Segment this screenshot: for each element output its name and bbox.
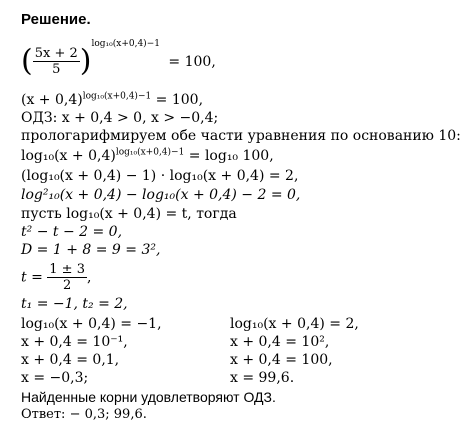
fraction-denominator: 5 (52, 62, 61, 77)
equation-rhs: = 100, (155, 92, 204, 108)
left-case-line-3: x + 0,4 = 0,1, (21, 352, 120, 368)
roots-fraction-line (21, 262, 91, 293)
quadratic-line: t² − t − 2 = 0, (21, 224, 123, 240)
open-paren: ( (21, 43, 33, 79)
fraction (47, 262, 87, 293)
fraction-denominator: 2 (62, 278, 72, 293)
exponent: log₁₀(x+0,4)−1 (91, 38, 160, 49)
left-case-line-1: log₁₀(x + 0,4) = −1, (21, 316, 162, 332)
equation-rhs: = 100, (168, 53, 216, 70)
instruction-line: прологарифмируем обе части уравнения по основанию 10: (21, 128, 461, 144)
exponent: log₁₀(x+0,4)−1 (82, 91, 152, 102)
equation-base: (x + 0,4) (21, 92, 83, 108)
fraction-numerator: 1 ± 3 (49, 262, 85, 277)
right-case-line-2: x + 0,4 = 10², (230, 334, 330, 350)
right-case-line-4: x = 99,6. (230, 370, 295, 386)
equation-lhs: t = (21, 269, 43, 286)
exponent: log₁₀(x+0,4)−1 (115, 147, 185, 158)
answer-line: Ответ: − 0,3; 99,6. (21, 407, 147, 422)
equation-rhs: = log₁₀ 100, (188, 148, 274, 164)
fraction-numerator: 5x + 2 (34, 46, 78, 61)
conclusion-note: Найденные корни удовлетворяют ОДЗ. (21, 389, 276, 405)
discriminant-line: D = 1 + 8 = 9 = 3², (21, 242, 161, 258)
close-paren: ) (79, 43, 92, 79)
equation-line-6: (log₁₀(x + 0,4) − 1) · log₁₀(x + 0,4) = 2, (21, 168, 299, 184)
domain-line: ОДЗ: x + 0,4 > 0, x > −0,4; (21, 110, 219, 126)
equation-rhs: , (86, 269, 92, 286)
right-case-line-3: x + 0,4 = 100, (230, 352, 333, 368)
equation-line-7: log²₁₀(x + 0,4) − log₁₀(x + 0,4) − 2 = 0, (21, 187, 301, 203)
equation-line-5 (21, 148, 274, 164)
substitution-line: пусть log₁₀(x + 0,4) = t, тогда (21, 206, 237, 222)
roots-line: t₁ = −1, t₂ = 2, (21, 296, 128, 312)
left-case-line-4: x = −0,3; (21, 370, 89, 386)
right-case-line-1: log₁₀(x + 0,4) = 2, (230, 316, 359, 332)
equation-lhs: log₁₀(x + 0,4) (21, 148, 116, 164)
equation-line-1 (21, 38, 216, 79)
fraction (33, 46, 80, 77)
equation-line-2 (21, 92, 203, 108)
left-case-line-2: x + 0,4 = 10⁻¹, (21, 334, 128, 350)
solution-title: Решение. (21, 11, 91, 28)
